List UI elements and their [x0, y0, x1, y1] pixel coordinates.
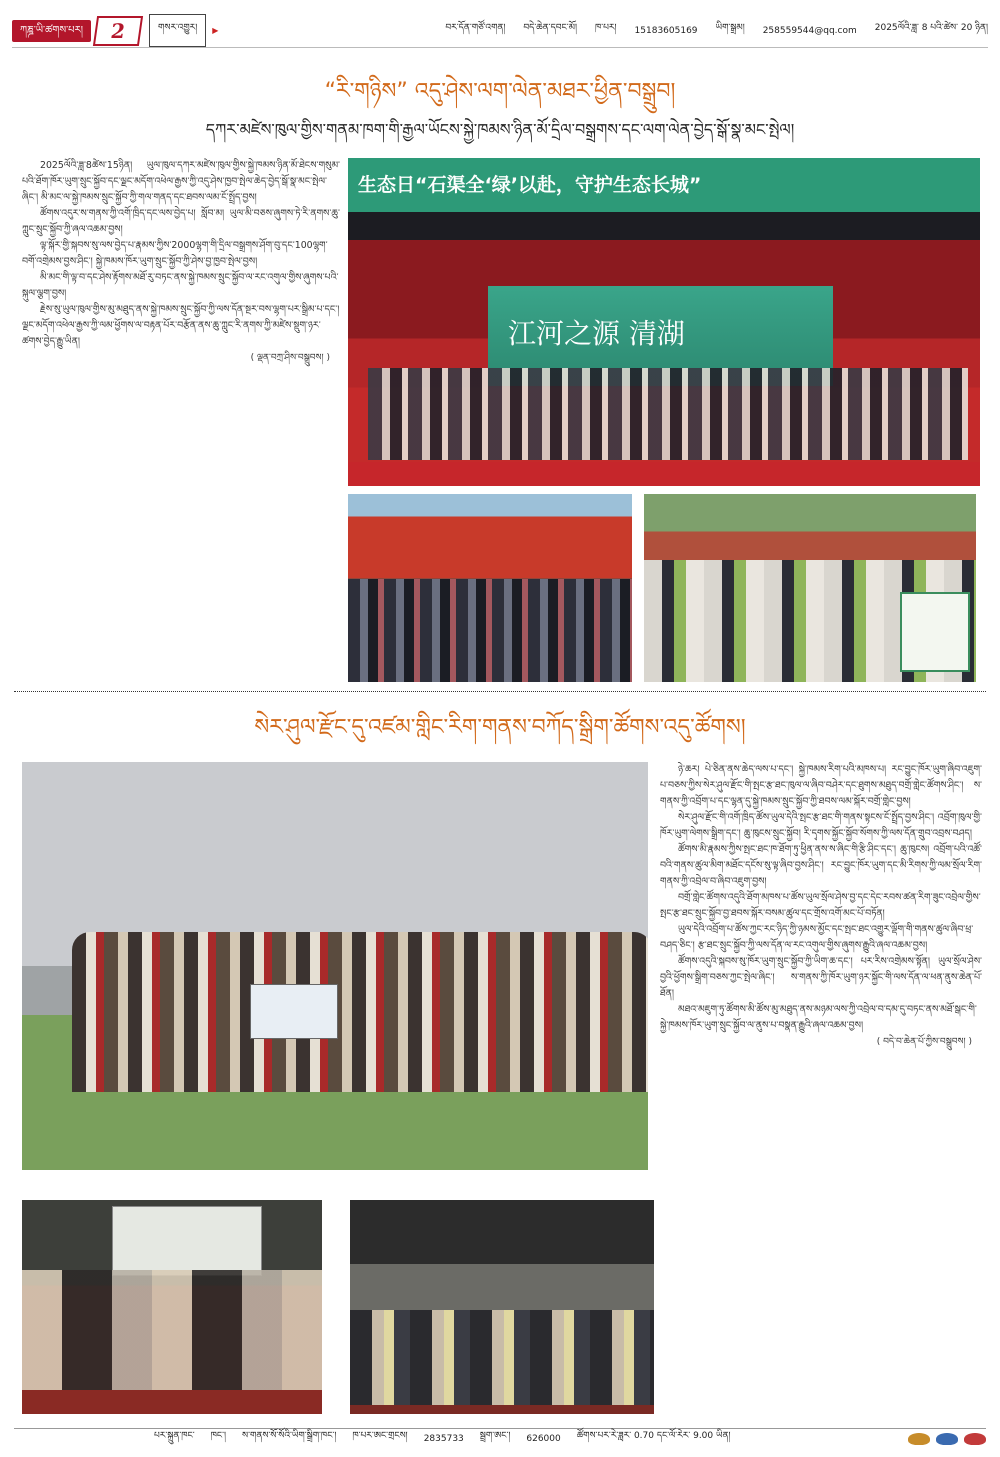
banner-text: 生态日“石渠全‘绿’以赴，守护生态长城” [348, 158, 980, 212]
article-1-byline: ( ལྡན་བཀྲ་ཤིས་བསྒྲུབས། ) [250, 353, 330, 363]
paragraph: ཚོགས་འདུའི་སྐབས་སུ་ཁོར་ཡུག་སྲུང་སྐྱོབ་ཀྱི་ཡིག་ཆ་དང་། པར་རིས་འགྲེམས་སྟོན། ཡུལ་སྲོལ་ཤེས་བྱའི་ཕྱོགས་སྒྲིག་བཅས་ཀྱང་སྤེལ་ཞིང་། ས་གནས་ཀྱི་ཁོར་ཡུག་ཉར་སྐྱོང་གི་ལས་དོན་ལ་ཕན་ནུས་ཆེན་པོ་ཐོན། [660, 956, 982, 999]
article-2-body [660, 762, 982, 1414]
article-1-subtitle: དཀར་མཛེས་ཁུལ་གྱིས་གནམ་ཁག་གི་རྒྱལ་ཡོངས་སྐྱེ་ཁམས་ཉིན་མོ་དྲིལ་བསྒྲགས་དང་ལག་ལེན་བྱེད་སྒོ་སྣ་མང་སྤེལ། [205, 120, 795, 139]
phone-number: 15183605169 [634, 25, 698, 36]
paragraph: སེར་ཤུལ་རྫོང་གི་འགོ་ཁྲིད་ཚོས་ཡུལ་དེའི་སྤང་རྩ་ཐང་གི་གནས་སྟངས་ངོ་སྤྲོད་བྱས་ཤིང་། འབྲོག་ཁུལ་གྱི་ཁོར་ཡུག་ལེགས་སྒྲིག་དང་། ཆུ་ཁུངས་སྲུང་སྐྱོབ། རི་དྭགས་སྐྱོང་སྐྱོབ་སོགས་ཀྱི་ལས་དོན་གྲུབ་འབྲས་བཤད། [660, 812, 982, 839]
newspaper-logo: ཀཎྜ་ཡི་ཚགས་པར། [12, 20, 91, 42]
paragraph: རྗེས་སུ་ཡུལ་ཁུལ་གྱིས་མུ་མཐུད་ནས་སྐྱེ་ཁམས་སྲུང་སྐྱོབ་ཀྱི་ལས་དོན་སྔར་བས་ལྷག་པར་སྒྲིམ་པ་དང་། ལྗང་མདོག་འཕེལ་རྒྱས་ཀྱི་ལམ་ཕྱོགས་ལ་བརྟན་པོར་བརྩོན་ནས་ཆུ་ཀླུང་རི་ནགས་ཀྱི་མཛེས་སྡུག་ཉར་ཚགས་བྱེད་རྒྱུ་ཡིན། [22, 304, 340, 347]
article-2-title: སེར་ཤུལ་རྫོང་དུ་འཛམ་གླིང་རིག་གནས་བཀོད་སྒྲིག་ཚོགས་འདུ་ཚོགས། [254, 715, 746, 740]
footer-phone-label: ཁ་པར་ཨང་གྲངས། [352, 1431, 408, 1441]
people [22, 1270, 322, 1390]
editor-name: བདེ་ཆེན་དབང་མོ། [523, 23, 577, 33]
masthead-info [445, 18, 988, 43]
email-label: ཡིག་སྒྲམ། [715, 23, 745, 33]
group-of-people [72, 932, 648, 1092]
price: ཚོགས་པར་རེ་ཟླར་ 0.70 དང་ལོ་རེར་ 9.00 ཡིན། [576, 1431, 731, 1441]
issue-date: 2025ལོའི་ཟླ་ 8 པའི་ཚེས་ 20 ཉིན། [874, 23, 988, 33]
phone-label: ཁ་པར། [594, 23, 617, 33]
photo-grassland-group [22, 762, 648, 1170]
display-board [900, 592, 970, 672]
paragraph: ཚོགས་མི་རྣམས་ཀྱིས་སྤང་ཐང་ཁ་ཐོག་ཏུ་ཕྱིན་ནས་ས་ཞིང་གི་རྩི་ཤིང་དང་། ཆུ་ཁུངས། འབྲོག་པའི་འཚོ་བའི་གནས་ཚུལ་མིག་མཐོང་དངོས་སུ་ལྟ་ཞིབ་བྱས་ཤིང་། རང་བྱུང་ཁོར་ཡུག་དང་མི་རིགས་ཀྱི་ལམ་སྲོལ་རིག་གནས་ཀྱི་འབྲེལ་བ་ཞིབ་འཇུག་བྱས། [660, 844, 982, 887]
photo-information-booth [644, 494, 976, 682]
ornament-icon [936, 1433, 958, 1445]
footer-ornaments [908, 1433, 986, 1445]
press: ཁང་། [210, 1431, 227, 1441]
paragraph: བགྲོ་གླེང་ཚོགས་འདུའི་ཐོག་མཁས་པ་ཚོས་ཡུལ་སྲོལ་ཤེས་བྱ་དང་དེང་རབས་ཚན་རིག་ཟུང་འབྲེལ་གྱིས་སྤང་རྩ་ཐང་སྲུང་སྐྱོབ་བྱ་ཐབས་སྐོར་བསམ་ཚུལ་དང་གྲོས་འགོ་མང་པོ་བཏོན། [660, 892, 981, 919]
postcode: 626000 [526, 1433, 561, 1444]
crowd [348, 579, 632, 682]
press-label: པར་སྐྲུན་ཁང་ [154, 1431, 195, 1441]
screen-text: 江河之源 清湖 [508, 317, 685, 350]
ornament-icon [964, 1433, 986, 1445]
footer [14, 1428, 986, 1448]
email: 258559544@qq.com [762, 25, 857, 36]
photo-ecology-day-stage [348, 158, 980, 486]
footer-phone: 2835733 [423, 1433, 464, 1444]
ornament-icon [908, 1433, 930, 1445]
page-number: 2 [93, 16, 143, 46]
arrow-icon: ▶ [212, 26, 219, 35]
poster [112, 1206, 262, 1276]
section-label: གསར་འགྱུར། [149, 14, 206, 47]
postcode-label: སྦྲག་ཨང་། [479, 1431, 511, 1441]
display-board [250, 984, 338, 1039]
photo-tent-meeting [350, 1200, 654, 1414]
paragraph: མི་མང་གི་ལྟ་བ་དང་ཤེས་རྟོགས་མཐོ་རུ་བཏང་ནས་སྐྱེ་ཁམས་སྲུང་སྐྱོབ་ལ་རང་འགུལ་གྱིས་ཞུགས་པའི་སྐུལ་ལྕག་བྱས། [22, 272, 339, 299]
paragraph: ལྟ་སྐོར་གྱི་སྐབས་སུ་ལས་བྱེད་པ་རྣམས་ཀྱིས་2000ལྷག་གི་དྲིལ་བསྒྲགས་ཤོག་བུ་དང་100ལྷག་བགོ་འགྲེམས་བྱས་ཤིང་། སྐྱེ་ཁམས་ཁོར་ཡུག་སྲུང་སྐྱོབ་ཀྱི་ཤེས་བྱ་ཁྱབ་སྤེལ་བྱས། [22, 240, 328, 267]
stage-floor [348, 462, 980, 486]
article-2-byline: ( བདེ་བ་ཆེན་པོ་ཀྱིས་བསྒྲུབས། ) [876, 1037, 972, 1047]
paragraph: 2025ལོའི་ཟླ་8ཚེས་15ཉིན། ཡུལ་ཁུལ་དཀར་མཛེས་ཁུལ་གྱིས་སྐྱེ་ཁམས་ཉིན་མོ་ཐེངས་གསུམ་པའི་ཐོག་ཁོར་ཡུག་སྲུང་སྐྱོབ་དང་ལྗང་མདོག་འཕེལ་རྒྱས་ཀྱི་འདུ་ཤེས་ཁྱབ་སྤེལ་ཆེད་བྱེད་སྒོ་སྣ་མང་སྤེལ་ཞིང་། མི་མང་ལ་སྐྱེ་ཁམས་སྲུང་སྐྱོབ་ཀྱི་གལ་གནད་དང་ཐབས་ལམ་ངོ་སྤྲོད་བྱས། [22, 160, 340, 203]
paragraph: ཡུལ་དེའི་འབྲོག་པ་ཚོས་ཀྱང་རང་ཉིད་ཀྱི་ཉམས་མྱོང་དང་སྤང་ཐང་འགྱུར་ལྡོག་གི་གནས་ཚུལ་ཞིབ་ཕྲ་བཤད་ཅིང་། རྩ་ཐང་སྲུང་སྐྱོབ་ཀྱི་ལས་དོན་ལ་རང་འགུལ་གྱིས་ཞུགས་རྒྱུའི་ཞལ་འཆམ་བྱས། [660, 924, 974, 951]
masthead [12, 14, 988, 48]
editor-label: བར་དོན་གཙོ་འགན། [445, 23, 506, 33]
address: ས་གནས་སོ་སོའི་ཡིག་སྒྲིག་ཁང་། [242, 1431, 337, 1441]
article-1-title: “རི་གཉིས” འདུ་ཤེས་ལག་ལེན་མཐར་ཕྱིན་བསྒྲུབ། [324, 79, 676, 104]
section-divider [14, 691, 986, 692]
paragraph: ཉེ་ཆར། པེ་ཅིན་ནས་ཆེད་ལས་པ་དང་། སྐྱེ་ཁམས་རིག་པའི་མཁས་པ། རང་བྱུང་ཁོར་ཡུག་ཞིབ་འཇུག་པ་བཅས་ཀྱིས་སེར་ཤུལ་རྫོང་གི་སྤང་རྩ་ཐང་ཁུལ་ལ་ཞིབ་བཤེར་དང་ཐུགས་མཐུད་བགྲོ་གླེང་ཚོགས་ཤིང་། ས་གནས་ཀྱི་འབྲོག་པ་དང་ལྷན་དུ་སྐྱེ་ཁམས་སྲུང་སྐྱོབ་ཀྱི་ཐབས་ལམ་སྐོར་བགྲོ་གླེང་བྱས། [660, 764, 982, 807]
people [350, 1310, 654, 1405]
group-of-people [368, 368, 968, 460]
paragraph: ཚོགས་འདུར་ས་གནས་ཀྱི་འགོ་ཁྲིད་དང་ལས་བྱེད་པ། སློབ་མ། ཡུལ་མི་བཅས་ཞུགས་ཏེ་རི་ནགས་ཆུ་ཀླུང་སྲུང་སྐྱོབ་ཀྱི་ཞལ་འཆམ་བྱས། [22, 208, 340, 235]
paragraph: མཐའ་མཇུག་ཏུ་ཚོགས་མི་ཚོས་མུ་མཐུད་ནས་མཉམ་ལས་ཀྱི་འབྲེལ་བ་དམ་དུ་བཏང་ནས་མཐོ་སྒང་གི་སྐྱེ་ཁམས་ཁོར་ཡུག་སྲུང་སྐྱོབ་ལ་ནུས་པ་བསྣན་རྒྱུའི་ཞལ་འཆམ་བྱས། [660, 1004, 977, 1031]
photo-outreach-crowd [348, 494, 632, 682]
article-1-body [22, 158, 340, 686]
photo-meeting-speakers [22, 1200, 322, 1414]
